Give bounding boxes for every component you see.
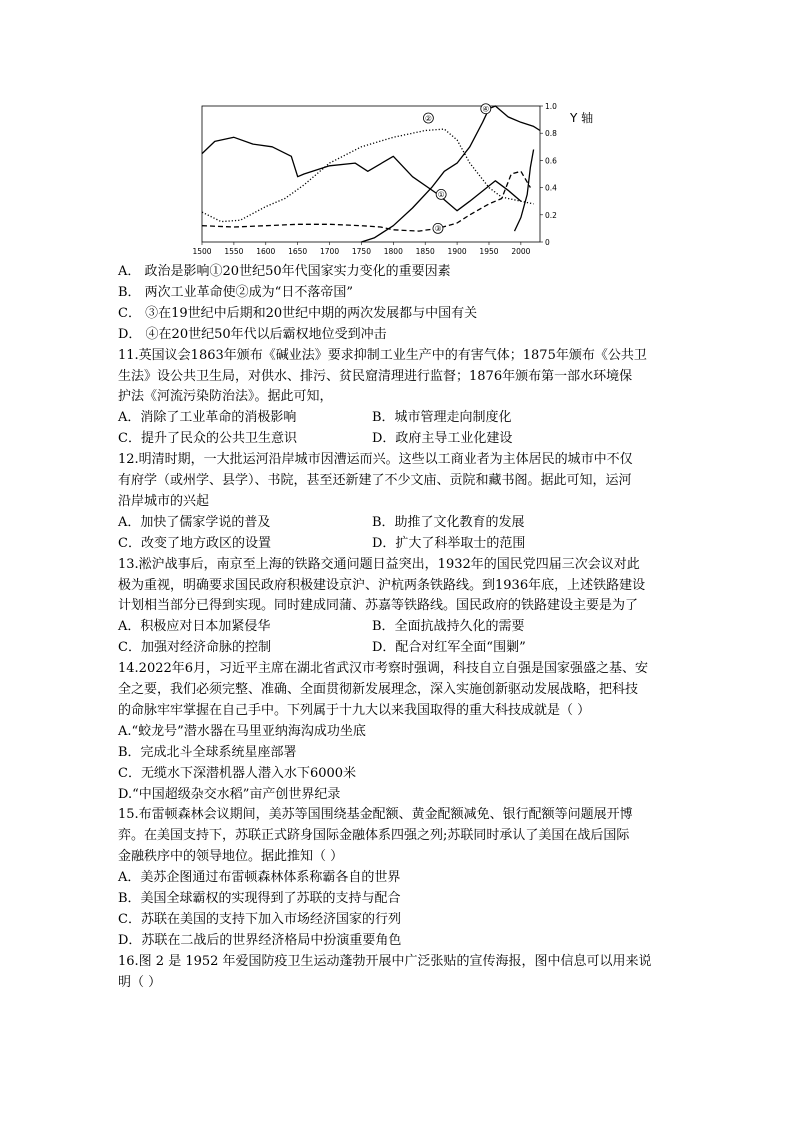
option-line: B． 两次工业革命使②成为“日不落帝国” — [118, 285, 353, 300]
option-left: C．加强对经济命脉的控制 — [118, 640, 271, 655]
x-tick-label: 1950 — [479, 247, 499, 256]
question-stem-line: 全之要，我们必须完整、准确、全面贯彻新发展理念，深入实施创新驱动发展战略，把科技 — [118, 682, 639, 697]
series-marker-label: ④ — [482, 104, 490, 114]
plot-frame — [202, 106, 540, 242]
x-tick-label: 1600 — [256, 247, 276, 256]
series-marker-label: ③ — [434, 224, 442, 234]
option-line: A．美苏企图通过布雷顿森林体系称霸各自的世界 — [118, 870, 401, 885]
x-tick-label: 2000 — [511, 247, 531, 256]
question-stem-line: 有府学（或州学、县学）、书院，甚至还新建了不少文庙、贡院和藏书阁。据此可知，运河 — [118, 473, 632, 488]
line-chart — [170, 98, 594, 260]
x-tick-label: 1850 — [415, 247, 435, 256]
question-stem-line: 15.布雷顿森林会议期间，美苏等国围绕基金配额、黄金配额减免、银行配额等问题展开博 — [118, 807, 633, 822]
y-tick-label: 0 — [545, 238, 550, 247]
option-left: C．改变了地方政区的设置 — [118, 536, 271, 551]
option-line: D． ④在20世纪50年代以后霸权地位受到冲击 — [118, 327, 387, 342]
x-tick-label: 1500 — [192, 247, 212, 256]
question-stem-line: 的命脉牢牢掌握在自己手中。下列属于十九大以来我国取得的重大科技成就是（ ） — [118, 703, 591, 718]
x-tick-label: 1750 — [351, 247, 371, 256]
option-line: B．完成北斗全球系统星座部署 — [118, 745, 297, 760]
question-stem-line: 生法》设公共卫生局，对供水、排污、贫民窟清理进行监督；1876年颁布第一部水环境保 — [118, 369, 633, 384]
y-tick-label: 1.0 — [545, 102, 557, 111]
option-line: C．无缆水下深潜机器人潜入水下6000米 — [118, 766, 357, 781]
question-stem-line: 极为重视，明确要求国民政府积极建设京沪、沪杭两条铁路线。到1936年底，上述铁路建设 — [118, 578, 646, 593]
option-line: A． 政治是影响①20世纪50年代国家实力变化的重要因素 — [118, 264, 451, 279]
option-line: D．苏联在二战后的世界经济格局中扮演重要角色 — [118, 933, 402, 948]
x-tick-label: 1700 — [320, 247, 340, 256]
series-line — [361, 106, 540, 242]
option-right: B．全面抗战持久化的需要 — [372, 619, 525, 634]
question-stem-line: 弈。在美国支持下，苏联正式跻身国际金融体系四强之列;苏联同时承认了美国在战后国际 — [118, 828, 630, 843]
question-stem-line: 14.2022年6月，习近平主席在湖北省武汉市考察时强调，科技自立自强是国家强盛之基、安 — [118, 661, 649, 676]
question-stem-line: 护法《河流污染防治法》。据此可知， — [118, 389, 333, 404]
series-line — [202, 171, 530, 234]
option-left: A．消除了工业革命的消极影响 — [118, 410, 297, 425]
option-line: A.“蛟龙号”潜水器在马里亚纳海沟成功坐底 — [118, 724, 366, 739]
question-stem-line: 明（ ） — [118, 975, 162, 990]
option-left: A．加快了儒家学说的普及 — [118, 515, 271, 530]
y-tick-label: 0.2 — [545, 210, 557, 220]
option-line: B．美国全球霸权的实现得到了苏联的支持与配合 — [118, 891, 401, 906]
x-tick-label: 1900 — [447, 247, 467, 256]
question-stem-line: 16.图 2 是 1952 年爱国防疫卫生运动蓬勃开展中广泛张贴的宣传海报，图中信息可以用来说 — [118, 954, 652, 969]
option-right: D．配合对红军全面“围剿” — [372, 640, 526, 655]
option-right: D．政府主导工业化建设 — [372, 431, 513, 446]
option-line: C．苏联在美国的支持下加入市场经济国家的行列 — [118, 912, 401, 927]
y-axis-label: Y 轴 — [570, 111, 594, 125]
x-tick-label: 1800 — [383, 247, 403, 256]
question-stem-line: 金融秩序中的领导地位。据此推知（ ） — [118, 849, 344, 864]
option-line: C． ③在19世纪中后期和20世纪中期的两次发展都与中国有关 — [118, 306, 478, 321]
option-right: D．扩大了科举取士的范围 — [372, 536, 526, 551]
option-left: A．积极应对日本加紧侵华 — [118, 619, 271, 634]
option-right: B．助推了文化教育的发展 — [372, 515, 525, 530]
series-line — [202, 137, 521, 210]
y-tick-label: 0.4 — [545, 183, 557, 193]
x-tick-label: 1650 — [288, 247, 308, 256]
series-line — [515, 150, 534, 232]
option-line: D.“中国超级杂交水稻”亩产创世界纪录 — [118, 787, 341, 802]
question-stem-line: 13.淞沪战事后，南京至上海的铁路交通问题日益突出，1932年的国民党四届三次会议对此 — [118, 557, 640, 572]
series-marker-label: ② — [425, 113, 432, 123]
y-tick-label: 0.6 — [545, 156, 557, 166]
option-left: C．提升了民众的公共卫生意识 — [118, 431, 297, 446]
series-marker-label: ① — [437, 190, 445, 200]
option-right: B．城市管理走向制度化 — [372, 410, 512, 425]
x-tick-label: 1550 — [224, 247, 244, 256]
question-stem-line: 计划相当部分已得到实现。同时建成同蒲、苏嘉等铁路线。国民政府的铁路建设主要是为了 — [118, 598, 639, 613]
question-stem-line: 12.明清时期，一大批运河沿岸城市因漕运而兴。这些以工商业者为主体居民的城市中不仅 — [118, 452, 633, 467]
question-stem-line: 11.英国议会1863年颁布《碱业法》要求抑制工业生产中的有害气体；1875年颁布《公共卫 — [118, 348, 647, 363]
question-stem-line: 沿岸城市的兴起 — [118, 494, 210, 509]
chart-plot-area — [192, 102, 593, 256]
y-tick-label: 0.8 — [545, 129, 557, 139]
